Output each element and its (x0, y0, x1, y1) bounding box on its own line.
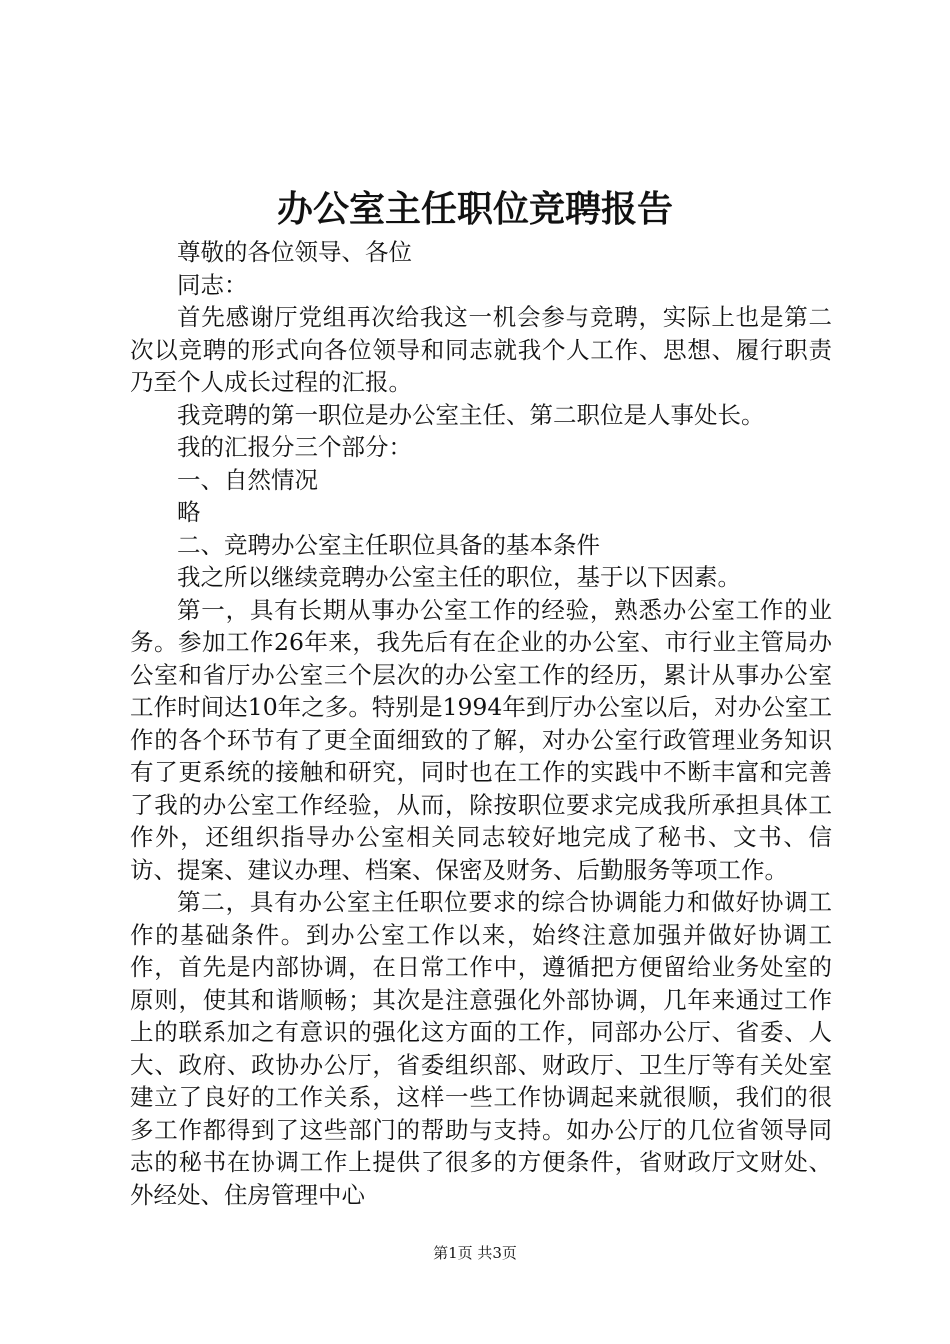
body-paragraph: 我的汇报分三个部分： (177, 433, 412, 461)
document-body (130, 236, 832, 1211)
section-heading: 二、竞聘办公室主任职位具备的基本条件 (177, 530, 600, 559)
page-footer: 第1页 共3页 (433, 1244, 517, 1262)
body-paragraph: 同志： (177, 270, 248, 299)
body-paragraph: 我之所以继续竞聘办公室主任的职位，基于以下因素。 (177, 563, 741, 591)
section-heading: 一、自然情况 (177, 465, 318, 494)
body-paragraph: 第一，具有长期从事办公室工作的经验，熟悉办公室工作的业务。参加工作26年来，我先后有在企业的办公室、市行业主管局办公室和省厅办公室三个层次的办公室工作的经历，累计从事办公室工作时间达10年之多。特别是1994年到厅办公室以后，对办公室工作的各个环节有了更全面细致的了解，对办公室行政管理业务知识有了更系统的接触和研究，同时也在工作的实践中不断丰富和完善了我的办公室工作经验，从而，除按职位要求完成我所承担具体工作外，还组织指导办公室相关同志较好地完成了秘书、文书、信访、提案、建议办理、档案、保密及财务、后勤服务等项工作。 (130, 595, 832, 884)
body-paragraph: 第二，具有办公室主任职位要求的综合协调能力和做好协调工作的基础条件。到办公室工作以来，始终注意加强并做好协调工作，首先是内部协调，在日常工作中，遵循把方便留给业务处室的原则，使其和谐顺畅；其次是注意强化外部协调，几年来通过工作上的联系加之有意识的强化这方面的工作，同部办公厅、省委、人大、政府、政协办公厅，省委组织部、财政厅、卫生厅等有关处室建立了良好的工作关系，这样一些工作协调起来就很顺，我们的很多工作都得到了这些部门的帮助与支持。如办公厅的几位省领导同志的秘书在协调工作上提供了很多的方便条件，省财政厅文财处、外经处、住房管理中心 (130, 888, 832, 1209)
body-paragraph: 略 (177, 498, 201, 526)
document-title: 办公室主任职位竞聘报告 (276, 188, 673, 230)
body-paragraph: 我竞聘的第一职位是办公室主任、第二职位是人事处长。 (177, 400, 765, 429)
body-paragraph: 首先感谢厅党组再次给我这一机会参与竞聘，实际上也是第二次以竞聘的形式向各位领导和同志就我个人工作、思想、履行职责乃至个人成长过程的汇报。 (130, 303, 832, 396)
body-paragraph: 尊敬的各位领导、各位 (177, 238, 412, 266)
